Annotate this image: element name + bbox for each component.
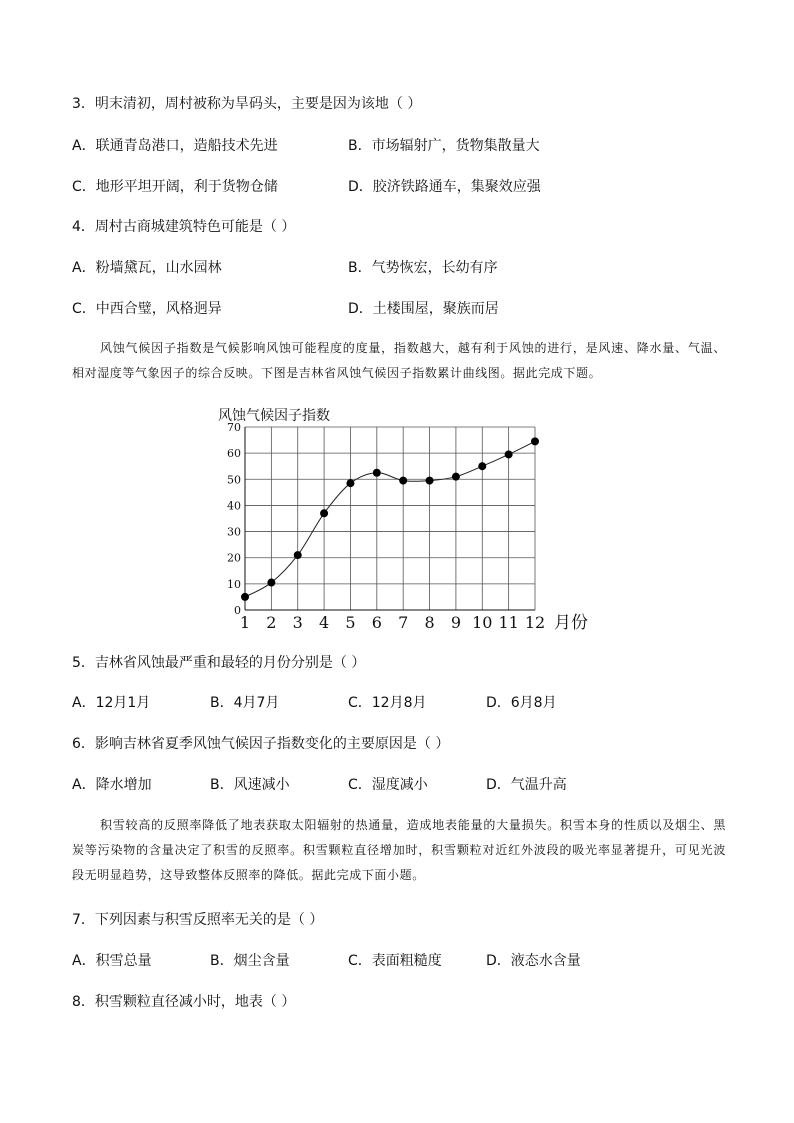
question-7-option-b[interactable]: B．烟尘含量: [210, 953, 290, 969]
series-line: [245, 441, 535, 597]
data-point: [505, 450, 513, 458]
chart-xlabel: 月份: [554, 613, 588, 632]
question-4-option-d[interactable]: D．土楼围屋，聚族而居: [348, 301, 499, 317]
data-point: [452, 473, 460, 481]
y-tick-label: 20: [227, 551, 241, 565]
question-7-option-a[interactable]: A．积雪总量: [72, 953, 152, 969]
x-tick-label: 1: [239, 613, 251, 632]
data-point: [320, 509, 328, 517]
question-7-option-d[interactable]: D．液态水含量: [486, 953, 581, 969]
y-tick-label: 40: [227, 499, 241, 513]
y-tick-label: 30: [227, 525, 241, 539]
x-tick-label: 8: [424, 613, 435, 632]
x-tick-label: 5: [345, 613, 356, 632]
question-4-stem: 4．周村古商城建筑特色可能是（ ）: [72, 219, 296, 235]
question-6-option-d[interactable]: D．气温升高: [486, 777, 567, 793]
y-tick-label: 50: [227, 473, 241, 487]
y-tick-label: 0: [234, 604, 241, 617]
question-5-option-a[interactable]: A．12月1月: [72, 695, 151, 711]
question-4-option-c[interactable]: C．中西合璧，风格迥异: [72, 301, 222, 317]
question-7-stem: 7．下列因素与积雪反照率无关的是（ ）: [72, 912, 324, 928]
y-tick-label: 70: [227, 421, 241, 434]
x-tick-label: 7: [398, 613, 409, 632]
x-tick-label: 11: [498, 613, 519, 632]
question-3-option-b[interactable]: B．市场辐射广，货物集散量大: [348, 138, 540, 154]
x-tick-label: 2: [266, 613, 277, 632]
x-tick-label: 12: [524, 613, 546, 632]
question-3-option-a[interactable]: A．联通青岛港口，造船技术先进: [72, 138, 278, 154]
chart-points: [241, 437, 539, 601]
x-tick-label: 9: [450, 613, 462, 632]
data-point: [346, 479, 354, 487]
question-6-option-a[interactable]: A．降水增加: [72, 777, 152, 793]
passage-wind-erosion: 风蚀气候因子指数是气候影响风蚀可能程度的度量，指数越大，越有利于风蚀的进行，是风速、降水量、气温、相对湿度等气象因子的综合反映。下图是吉林省风蚀气候因子指数累计曲线图。据此完成下题。: [72, 341, 726, 380]
question-6-option-b[interactable]: B．风速减小: [210, 777, 290, 793]
question-5-option-d[interactable]: D．6月8月: [486, 695, 557, 711]
question-3-stem: 3．明末清初，周村被称为旱码头，主要是因为该地（ ）: [72, 96, 422, 112]
data-point: [373, 469, 381, 477]
question-7-option-c[interactable]: C．表面粗糙度: [348, 953, 442, 969]
question-5-option-c[interactable]: C．12月8月: [348, 695, 427, 711]
question-6-stem: 6．影响吉林省夏季风蚀气候因子指数变化的主要原因是（ ）: [72, 736, 450, 752]
question-6-option-c[interactable]: C．湿度减小: [348, 777, 428, 793]
question-3-option-d[interactable]: D．胶济铁路通车，集聚效应强: [348, 179, 541, 195]
data-point: [478, 462, 486, 470]
x-tick-label: 10: [472, 613, 493, 632]
y-tick-label: 10: [227, 577, 241, 591]
data-point: [531, 437, 539, 445]
question-4-option-b[interactable]: B．气势恢宏，长幼有序: [348, 260, 498, 276]
data-point: [267, 579, 275, 587]
question-5-stem: 5．吉林省风蚀最严重和最轻的月份分别是（ ）: [72, 655, 366, 671]
x-tick-label: 6: [371, 613, 382, 632]
x-tick-label: 4: [318, 613, 330, 632]
question-4-option-a[interactable]: A．粉墙黛瓦，山水园林: [72, 260, 222, 276]
chart-grid: [245, 427, 535, 610]
wind-erosion-index-chart: [215, 402, 595, 632]
x-tick-label: 3: [292, 613, 303, 632]
data-point: [426, 477, 434, 485]
chart-title: 风蚀气候因子指数: [218, 408, 330, 424]
chart-axes: [227, 421, 545, 632]
question-3-option-c[interactable]: C．地形平坦开阔，利于货物仓储: [72, 179, 278, 195]
data-point: [294, 551, 302, 559]
question-5-option-b[interactable]: B．4月7月: [210, 695, 280, 711]
data-point: [241, 593, 249, 601]
data-point: [399, 477, 407, 485]
y-tick-label: 60: [227, 447, 241, 461]
passage-snow-albedo: 积雪较高的反照率降低了地表获取太阳辐射的热通量，造成地表能量的大量损失。积雪本身的性质以及烟尘、黑炭等污染物的含量决定了积雪的反照率。积雪颗粒直径增加时，积雪颗粒对近红外波段的吸光率显著提升，可见光波段无明显趋势，这导致整体反照率的降低。据此完成下面小题。: [72, 818, 726, 882]
question-8-stem: 8．积雪颗粒直径减小时，地表（ ）: [72, 994, 296, 1010]
